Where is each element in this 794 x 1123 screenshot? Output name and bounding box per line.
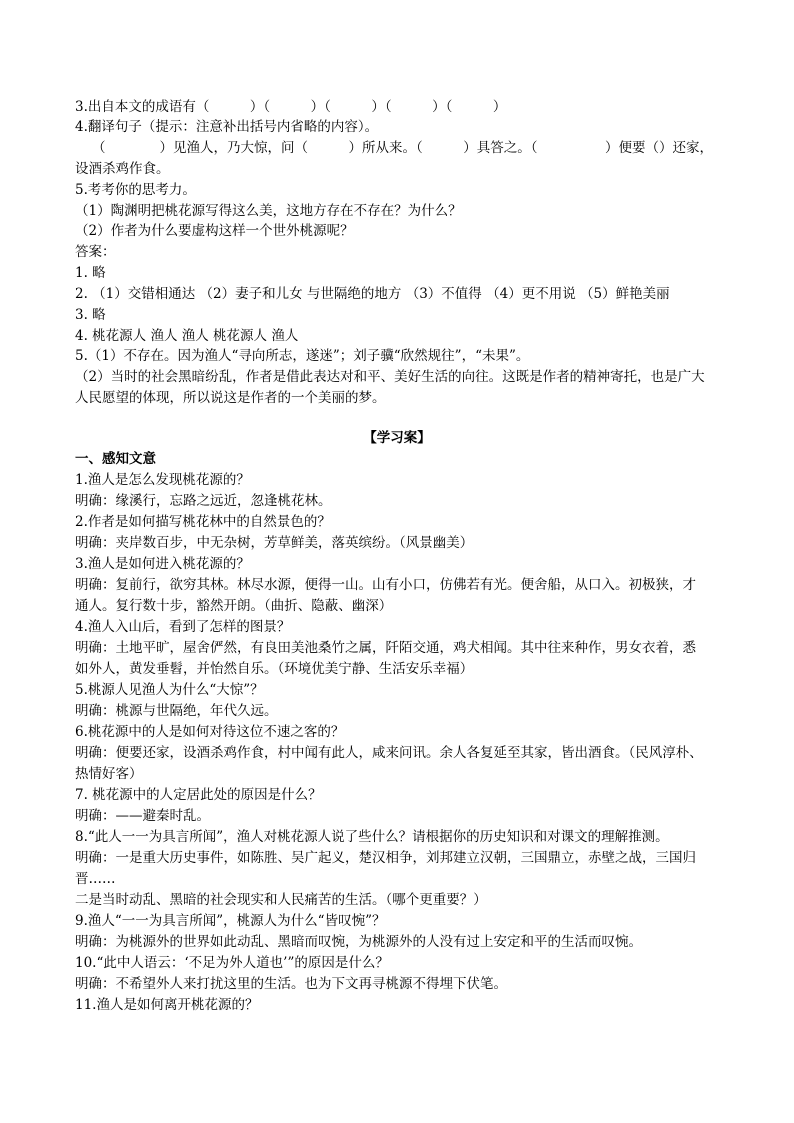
answer-1: 1. 略 (75, 265, 106, 281)
study-line: 1.渔人是怎么发现桃花源的？ (75, 472, 250, 488)
question-5-2: （2）作者为什么要虚构这样一个世外桃源呢？ (75, 223, 354, 239)
study-line: 通人。复行数十步，豁然开朗。（曲折、隐蔽、幽深） (75, 598, 393, 614)
study-line: 明确：土地平旷，屋舍俨然，有良田美池桑竹之属，阡陌交通，鸡犬相闻。其中往来种作，男女衣着，悉 (75, 640, 696, 656)
question-4-sentence: （ ）见渔人，乃大惊，问（ ）所从来。（ ）具答之。（ ）便要（）还家， (92, 140, 713, 156)
study-line: 明确：缘溪行，忘路之远近，忽逢桃花林。 (75, 493, 332, 509)
answer-5-1: 5.（1）不存在。因为渔人“寻向所志，遂迷”；刘子骥“欣然规往”，“未果”。 (75, 348, 530, 364)
study-line: 晋…… (75, 871, 116, 887)
study-line: 明确：——避秦时乱。 (75, 808, 210, 824)
section-one-title: 一、感知文意 (75, 451, 156, 467)
answer-4: 4. 桃花源人 渔人 渔人 桃花源人 渔人 (75, 328, 299, 344)
question-4-sentence-cont: 设酒杀鸡作食。 (75, 161, 170, 177)
study-line: 10.“此中人语云：‘不足为外人道也’”的原因是什么？ (75, 955, 389, 971)
study-line: 明确：复前行，欲穷其林。林尽水源，便得一山。山有小口，仿佛若有光。便舍船，从口入。初极狭，才 (75, 577, 696, 593)
study-line: 3.渔人是如何进入桃花源的？ (75, 556, 250, 572)
answer-label: 答案： (75, 244, 116, 260)
study-line: 5.桃源人见渔人为什么“大惊”？ (75, 682, 264, 698)
study-line: 二是当时动乱、黑暗的社会现实和人民痛苦的生活。（哪个更重要？） (75, 892, 487, 908)
question-4: 4.翻译句子（提示：注意补出括号内省略的内容）。 (75, 119, 379, 135)
answer-5-2: （2）当时的社会黑暗纷乱，作者是借此表达对和平、美好生活的向往。这既是作者的精神寄托，也是广大 (75, 369, 705, 385)
study-line: 明确：为桃源外的世界如此动乱、黑暗而叹惋，为桃源外的人没有过上安定和平的生活而叹惋。 (75, 934, 642, 950)
study-line: 2.作者是如何描写桃花林中的自然景色的？ (75, 514, 331, 530)
study-line: 明确：便要还家，设酒杀鸡作食，村中闻有此人，咸来问讯。余人各复延至其家，皆出酒食。（民风淳朴、 (75, 745, 703, 761)
study-line: 9.渔人“一一为具言所闻”，桃源人为什么“皆叹惋”？ (75, 913, 386, 929)
study-line: 8.“此人一一为具言所闻”，渔人对桃花源人说了些什么？请根据你的历史知识和对课文的理解推测。 (75, 829, 669, 845)
question-5: 5.考考你的思考力。 (75, 182, 196, 198)
study-line: 明确：夹岸数百步，中无杂树，芳草鲜美，落英缤纷。（风景幽美） (75, 535, 474, 551)
answer-3: 3. 略 (75, 307, 106, 323)
question-5-1: （1）陶渊明把桃花源写得这么美，这地方存在不存在？为什么？ (75, 203, 462, 219)
study-line: 明确：一是重大历史事件，如陈胜、吴广起义，楚汉相争，刘邦建立汉朝，三国鼎立，赤壁之战，三国归 (75, 850, 696, 866)
answer-5-2-cont: 人民愿望的体现，所以说这是作者的一个美丽的梦。 (75, 390, 386, 406)
study-line: 明确：桃源与世隔绝，年代久远。 (75, 703, 278, 719)
study-line: 明确：不希望外人来打扰这里的生活。也为下文再寻桃源不得埋下伏笔。 (75, 976, 507, 992)
answer-2: 2. （1）交错相通达 （2）妻子和儿女 与世隔绝的地方 （3）不值得 （4）更不用说 （5）鲜艳美丽 (75, 286, 670, 302)
study-line: 7. 桃花源中的人定居此处的原因是什么？ (75, 787, 322, 803)
question-3: 3.出自本文的成语有（ ）（ ）（ ）（ ）（ ） (75, 99, 507, 115)
study-line: 热情好客） (75, 766, 143, 782)
study-heading: 【学习案】 (363, 430, 431, 446)
study-line: 4.渔人入山后，看到了怎样的图景？ (75, 619, 291, 635)
study-line: 11.渔人是如何离开桃花源的？ (75, 997, 259, 1013)
study-line: 如外人，黄发垂髫，并怡然自乐。（环境优美宁静、生活安乐幸福） (75, 661, 474, 677)
study-line: 6.桃花源中的人是如何对待这位不速之客的？ (75, 724, 345, 740)
